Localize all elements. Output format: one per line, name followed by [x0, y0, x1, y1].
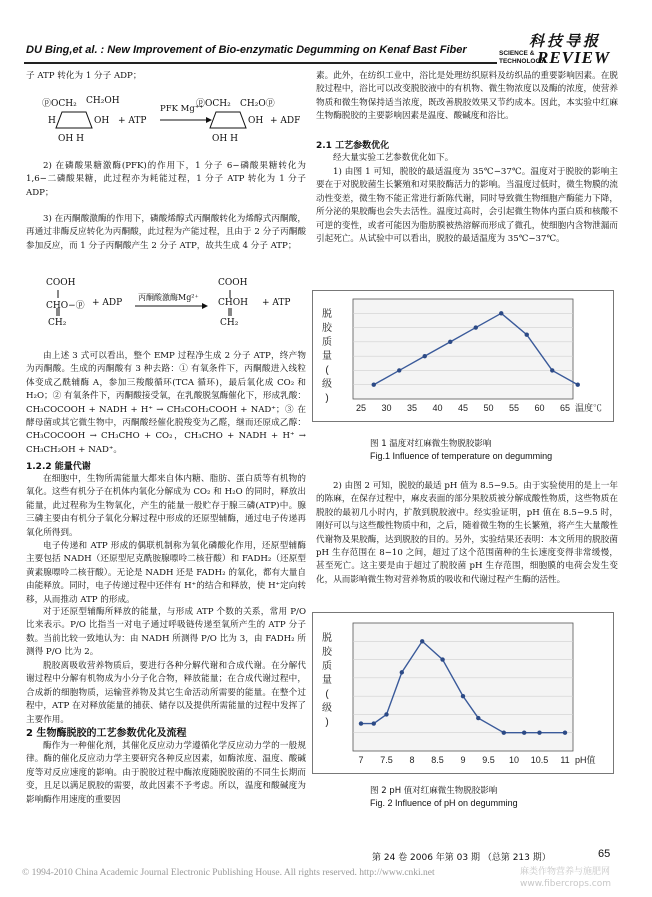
figure-1	[312, 290, 614, 422]
x-tick-label: 7	[358, 755, 364, 765]
y-axis-label-char: )	[325, 393, 329, 404]
data-point	[423, 354, 427, 358]
x-tick-label: 10.5	[530, 755, 549, 765]
data-point	[576, 383, 580, 387]
copyright-line: © 1994-2010 China Academic Journal Electronic Publishing House. All rights reserved. http://www.cnki.net	[22, 868, 435, 878]
data-point	[372, 721, 376, 725]
left-para-4: 在细胞中，生物所需能量大都来自体内糖、脂肪、蛋白质等有机物的氧化。这些有机分子在机体内氧化分解成为 CO₂ 和 H₂O 的同时，释放出能量，此过程称为生物氧化，产生的能量一般贮存于腺三磷(ATP)中。腺三磷主要由有机分子氧化分解过程中形成的还原型辅酶，通过电子传递再氧化所得到。	[26, 474, 306, 538]
eq2-cooh-right: COOH	[218, 278, 248, 288]
data-point	[448, 340, 452, 344]
y-axis-label-char: 质	[322, 337, 332, 348]
journal-logo	[497, 30, 627, 70]
data-point	[474, 325, 478, 329]
x-tick-label: 30	[381, 403, 392, 413]
running-title: DU Bing,et al. : New Improvement of Bio-enzymatic Degumming on Kenaf Bast Fiber	[26, 44, 467, 56]
header-rule	[24, 62, 497, 64]
x-tick-label: 60	[534, 403, 545, 413]
figure-1-caption-en: Fig.1 Influence of temperature on degumming	[370, 451, 553, 461]
figure-2	[312, 612, 614, 774]
figure-2-caption-en: Fig. 2 Influence of pH on degumming	[370, 798, 518, 808]
data-point	[461, 694, 465, 698]
right-para-0: 素。此外，在纺织工业中，浴比是处理纺织原料及纺织品的重要影响因素。在脱胶过程中，浴比可以改变脱胶液中的有机物、微生物浓度以及酶的浓度，使营养物质和微生物保持适当浓度，既改善脱胶效果又节约成本。因此，本实验中红麻生物酶脱胶的主要影响因素是温度、酸碱度和浴比。	[316, 71, 618, 122]
data-point	[502, 731, 506, 735]
y-axis-label-char: (	[325, 365, 329, 376]
data-point	[522, 731, 526, 735]
eq2-enzyme: 丙酮酸激酶Mg²⁺	[138, 293, 199, 302]
left-para-0: 子 ATP 转化为 1 分子 ADP；	[26, 71, 142, 81]
left-para-5: 电子传递和 ATP 形成的偶联机制称为氧化磷酸化作用，还原型辅酶主要包括 NADH（还原型尼克酰胺腺嘌呤二核苷酸）和 FADH₂（还原型黄素腺嘌呤二核苷酸）。无论是 NADH 还是 FADH₂ 的氧化，都有大量自由能释放。同时，电子传递过程中还伴有 H⁺的结合和释放，使 H⁺定向转移，从而推动 ATP 的形成。	[26, 541, 306, 605]
data-point	[476, 716, 480, 720]
page-number: 65	[598, 848, 611, 860]
section-2-1-heading: 2.1 工艺参数优化	[316, 141, 390, 151]
data-point	[440, 657, 444, 661]
y-axis-label-char: 量	[322, 675, 332, 686]
x-tick-label: 7.5	[380, 755, 393, 765]
right-para-2: 1) 由图 1 可知，脱胶的最适温度为 35℃−37℃。温度对于脱胶的影响主要在于对脱胶菌生长繁殖和对果胶酶活力的影响。当温度过低时，微生物膜的流动性变差，微生物不能正常进行新陈代谢，同时导致微生物细胞产酶能力下降，所分泌的果胶酶也会失去活性。温度过高时，会引起微生物体内蛋白质和核酸不可逆的变性，或者可能因为脂肪膜被热溶解而形成了微孔，使细胞内含物泄漏而引起死亡。从试验中可以看出，脱胶的最适温度为 35℃−37℃。	[316, 167, 618, 245]
eq1-rhs-b: CH₂Oⓟ	[240, 99, 275, 109]
x-tick-label: 8.5	[431, 755, 444, 765]
eq1-lhs-a: ⓟOCH₂	[42, 99, 77, 109]
x-tick-label: 40	[432, 403, 443, 413]
x-tick-label: 35	[406, 403, 418, 413]
right-para-1: 经大量实验工艺参数优化如下。	[333, 153, 454, 163]
x-tick-label: 8	[409, 755, 415, 765]
eq1-rhs-hb: OH H	[212, 134, 238, 144]
journal-logo-en-big: REVIEW	[537, 48, 611, 67]
data-point	[563, 731, 567, 735]
right-para-3: 2) 由图 2 可知，脱胶的最适 pH 值为 8.5−9.5。由于实验使用的是上一年的陈麻，在保存过程中，麻皮表面的部分果胶质被分解成酸性物质，这些物质在脱胶的最初几小时内，扩散到脱胶液中。经实验证明，pH 值在 8.5−9.5 时，刚好可以与这些酸性物质中和，之后，随着微生物的生长繁殖，将产生大量酸性代谢物及果胶酶，达到脱胶的目的。另外，实验结果还表明：本文所用的脱胶菌 pH 生存范围在 8−10 之间，超过了这个范围菌种的生长速度变得非常缓慢，甚至死亡。这主要是由于超过了脱胶菌 pH 生存范围，细胞膜的电荷会发生变化，从而影响微生物对营养物质的吸收和代谢过程产生酶的活性。	[316, 481, 618, 585]
eq2-plus-adp: + ADP	[92, 298, 123, 308]
left-para-3: 由上述 3 式可以看出，整个 EMP 过程净生成 2 分子 ATP，终产物为丙酮酸。生成的丙酮酸有 3 种去路：① 有氧条件下，丙酮酸进入线粒体变成乙酰辅酶 A，参加三羧酸循环(TCA 循环)，最后氧化成 CO₂ 和 H₂O；② 有氧条件下，丙酮酸接受氧，在乳酸脱氢酶催化下，形成乳酸：CH₃COCOOH + NADH + H⁺ → CH₃COH₂COOH + NAD⁺；③ 在酵母菌或其它微生物中，丙酮酸经催化脱羧变为乙醛，继而还原成乙醇：CH₃COCOOH → CH₃CHO + CO₂，CH₃CHO + NADH + H⁺ → CH₃CH₂OH + NAD⁺。	[26, 351, 306, 455]
y-axis-label-char: 胶	[322, 647, 332, 658]
y-axis-label-char: )	[325, 717, 329, 728]
x-tick-label: 11	[560, 755, 570, 765]
eq1-rhs-oh: OH	[248, 116, 264, 126]
eq2-ch2-right: CH₂	[220, 318, 239, 328]
figure-1-caption-cn: 图 1 温度对红麻微生物脱胶影响	[370, 439, 492, 449]
y-axis-label-char: 胶	[322, 323, 332, 334]
figure-1-chart	[313, 291, 613, 421]
watermark: 麻类作物营养与施肥网 www.fibercrops.com	[520, 867, 611, 889]
eq1-lhs-oh: OH	[94, 116, 110, 126]
x-tick-label: 10	[508, 755, 520, 765]
eq2-plus-atp: + ATP	[262, 298, 291, 308]
figure-2-chart	[313, 613, 613, 773]
figure-2-caption-cn: 图 2 pH 值对红麻微生物脱胶影响	[370, 786, 498, 796]
x-tick-label: 50	[483, 403, 494, 413]
data-point	[384, 712, 388, 716]
data-point	[397, 368, 401, 372]
x-axis-label: 温度℃	[575, 403, 603, 413]
data-point	[420, 639, 424, 643]
eq1-enzyme: PFK Mg⁺⁺	[160, 104, 204, 114]
data-point	[525, 333, 529, 337]
eq2-c-right: CHOH	[218, 298, 248, 308]
left-para-6: 对于还原型辅酶所释放的能量，与形成 ATP 个数的关系，常用 P/O 比来表示。P/O 比指当一对电子通过呼吸链传递至氧所产生的 ATP 分子数。当前比较一致地认为：由 NADH 所测得 P/O 比为 3，由 FADH₂ 所测得 P/O 比为 2。	[26, 607, 306, 658]
x-axis-label: pH值	[575, 755, 596, 765]
eq1-lhs-hb: OH H	[58, 134, 84, 144]
y-axis-label-char: 级	[322, 379, 332, 390]
eq2-cooh-left: COOH	[46, 278, 76, 288]
eq2-c-left: CHO−ⓟ	[46, 301, 85, 311]
y-axis-label-char: 脱	[322, 633, 332, 644]
equation-2	[40, 276, 310, 334]
data-point	[400, 670, 404, 674]
footer-issue: 第 24 卷 2006 年第 03 期 （总第 213 期）	[372, 853, 551, 863]
y-axis-label-char: 量	[322, 351, 332, 362]
eq1-rhs-a: ⓟOCH₂	[196, 99, 231, 109]
equation-1	[30, 90, 310, 154]
data-point	[372, 383, 376, 387]
eq1-plus-adp: + ADF	[270, 116, 301, 126]
x-tick-label: 9	[460, 755, 466, 765]
eq2-ch2-left: CH₂	[48, 318, 67, 328]
section-2-heading: 2 生物酶脱胶的工艺参数优化及流程	[26, 728, 187, 739]
x-tick-label: 9.5	[482, 755, 495, 765]
y-axis-label-char: 级	[322, 703, 332, 714]
journal-logo-en-mid: TECHNOLOGY	[499, 58, 545, 65]
x-tick-label: 45	[457, 403, 469, 413]
y-axis-label-char: 质	[322, 661, 332, 672]
y-axis-label-char: (	[325, 689, 329, 700]
journal-logo-en-top: SCIENCE &	[499, 50, 535, 57]
eq1-lhs-b: CH₂OH	[86, 96, 120, 106]
plot-area	[353, 299, 573, 399]
left-para-2: 3) 在丙酮酸激酶的作用下，磷酸烯醇式丙酮酸转化为烯醇式丙酮酸，再通过非酶反应转化为丙酮酸，此过程为产能过程，且由于 2 分子丙酮酸参加反应，而 1 分子丙酮酸产生 2 分子 ATP，故共生成 4 分子 ATP；	[26, 214, 306, 251]
left-para-1: 2) 在磷酸果糖激酶(PFK)的作用下，1 分子 6−磷酸果糖转化为 1,6−二磷酸果糖，此过程亦为耗能过程，1 分子 ATP 转化为 1 分子 ADP；	[26, 161, 306, 198]
left-para-7: 脱胶离吸收营养物质后，要进行各种分解代谢和合成代谢。在分解代谢过程中分解有机物成为小分子化合物，释放能量；在合成代谢过程中，合成新的细胞物质，运输营养物及其它生命活动所需要的能量。在整个过程中，ATP 在对释放能量的捕获、储存以及提供所需能量的过程中发挥了主要作用。	[26, 661, 306, 725]
left-para-8: 酶作为一种催化剂，其催化反应动力学遵循化学反应动力学的一般规律。酶的催化反应动力学主要研究各种反应因素，如酶浓度、温度、酸碱度等对反应速度的影响。由于脱胶过程中酶浓度随脱胶菌的不同生长期而变，且足以满足脱胶的需要，故此因素不予考虑。所以，温度和酸碱度为影响酶作用速度的重要因	[26, 741, 306, 805]
data-point	[359, 721, 363, 725]
eq1-plus-atp: + ATP	[118, 116, 147, 126]
x-tick-label: 25	[355, 403, 367, 413]
x-tick-label: 55	[508, 403, 520, 413]
section-1-2-2-heading: 1.2.2 能量代谢	[26, 462, 91, 472]
data-point	[550, 368, 554, 372]
data-point	[499, 311, 503, 315]
journal-logo-cn: 科技导报	[529, 32, 602, 50]
x-tick-label: 65	[559, 403, 571, 413]
eq1-lhs-h: H	[48, 116, 56, 126]
data-point	[537, 731, 541, 735]
y-axis-label-char: 脱	[322, 309, 332, 320]
